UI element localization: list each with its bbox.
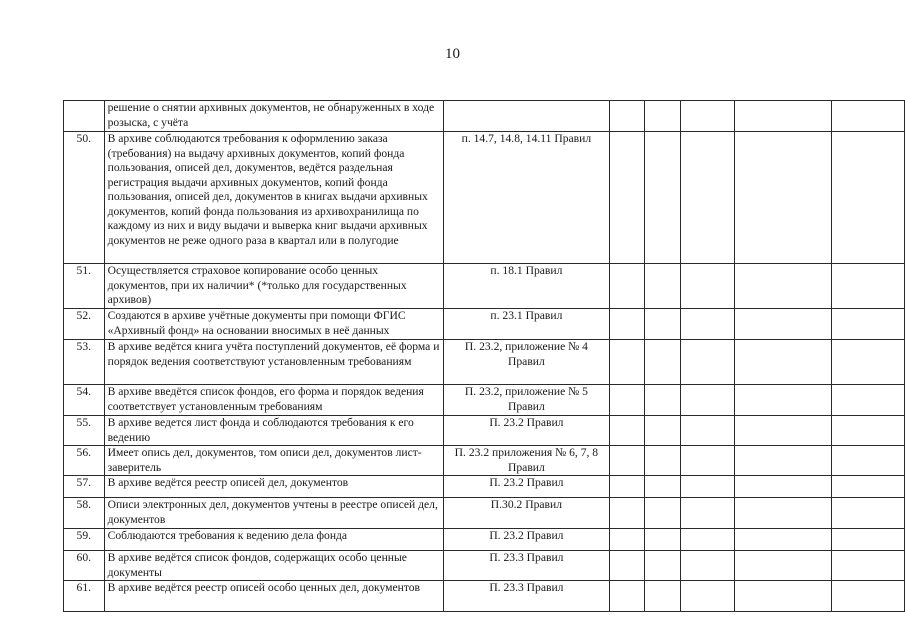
empty-cell <box>644 498 680 529</box>
empty-cell <box>609 264 644 309</box>
table-row <box>64 446 905 476</box>
table-row <box>64 476 905 498</box>
requirement-cell: Имеет опись дел, документов, том описи дел, документов лист-заверитель <box>104 446 443 476</box>
empty-cell <box>609 340 644 385</box>
empty-cell <box>680 498 735 529</box>
row-number: 55. <box>64 416 105 446</box>
reference-cell: П. 23.2 Правил <box>443 416 609 446</box>
table-row <box>64 529 905 551</box>
empty-cell <box>680 264 735 309</box>
empty-cell <box>735 385 832 416</box>
requirement-cell: В архиве ведётся книга учёта поступлений документов, её форма и порядок ведения соответствуют установленным требованиям <box>104 340 443 385</box>
table-row <box>64 264 905 309</box>
empty-cell <box>644 132 680 264</box>
table-row <box>64 132 905 264</box>
row-number: 59. <box>64 529 105 551</box>
empty-cell <box>644 101 680 132</box>
requirement-cell: В архиве ведётся реестр описей дел, документов <box>104 476 443 498</box>
empty-cell <box>644 581 680 612</box>
empty-cell <box>831 529 904 551</box>
empty-cell <box>735 416 832 446</box>
empty-cell <box>831 581 904 612</box>
empty-cell <box>735 309 832 340</box>
row-number: 52. <box>64 309 105 340</box>
reference-cell: п. 14.7, 14.8, 14.11 Правил <box>443 132 609 264</box>
table-row <box>64 309 905 340</box>
empty-cell <box>644 476 680 498</box>
requirement-cell: В архиве введётся список фондов, его форма и порядок ведения соответствует установленным требованиям <box>104 385 443 416</box>
empty-cell <box>609 309 644 340</box>
empty-cell <box>831 264 904 309</box>
empty-cell <box>609 101 644 132</box>
empty-cell <box>735 529 832 551</box>
empty-cell <box>831 446 904 476</box>
requirement-cell: В архиве соблюдаются требования к оформлению заказа (требования) на выдачу архивных документов, копий фонда пользования, описей дел, документов, ведётся раздельная регистрация выдачи архивных документов, копий фонда пользования, описей дел, документов в книгах выдачи архивных документов, копий фонда пользования из архивохранилища по каждому из них и виду выдачи и выверка книг выдачи архивных документов не реже одного раза в квартал или в полугодие <box>104 132 443 264</box>
empty-cell <box>735 498 832 529</box>
empty-cell <box>644 385 680 416</box>
requirement-cell: Описи электронных дел, документов учтены в реестре описей дел, документов <box>104 498 443 529</box>
empty-cell <box>644 264 680 309</box>
table-row <box>64 498 905 529</box>
table-row <box>64 385 905 416</box>
empty-cell <box>831 476 904 498</box>
row-number: 53. <box>64 340 105 385</box>
reference-cell <box>443 101 609 132</box>
row-number: 51. <box>64 264 105 309</box>
empty-cell <box>735 101 832 132</box>
row-number: 61. <box>64 581 105 612</box>
empty-cell <box>680 101 735 132</box>
empty-cell <box>735 264 832 309</box>
empty-cell <box>680 581 735 612</box>
requirement-cell: Соблюдаются требования к ведению дела фонда <box>104 529 443 551</box>
empty-cell <box>609 385 644 416</box>
row-number: 57. <box>64 476 105 498</box>
checklist-table <box>63 100 905 612</box>
empty-cell <box>680 529 735 551</box>
row-number <box>64 101 105 132</box>
reference-cell: П. 23.3 Правил <box>443 551 609 581</box>
reference-cell: П. 23.3 Правил <box>443 581 609 612</box>
row-number: 50. <box>64 132 105 264</box>
empty-cell <box>680 476 735 498</box>
row-number: 56. <box>64 446 105 476</box>
empty-cell <box>831 340 904 385</box>
reference-cell: П. 23.2 Правил <box>443 476 609 498</box>
row-number: 60. <box>64 551 105 581</box>
empty-cell <box>831 132 904 264</box>
empty-cell <box>735 476 832 498</box>
empty-cell <box>680 416 735 446</box>
reference-cell: П.30.2 Правил <box>443 498 609 529</box>
reference-cell: п. 23.1 Правил <box>443 309 609 340</box>
table-row <box>64 551 905 581</box>
empty-cell <box>644 309 680 340</box>
empty-cell <box>609 446 644 476</box>
reference-cell: п. 18.1 Правил <box>443 264 609 309</box>
empty-cell <box>609 551 644 581</box>
row-number: 54. <box>64 385 105 416</box>
empty-cell <box>680 385 735 416</box>
reference-cell: П. 23.2 приложения № 6, 7, 8 Правил <box>443 446 609 476</box>
row-number: 58. <box>64 498 105 529</box>
empty-cell <box>735 581 832 612</box>
empty-cell <box>831 551 904 581</box>
empty-cell <box>831 385 904 416</box>
table-row <box>64 101 905 132</box>
empty-cell <box>644 529 680 551</box>
requirement-cell: В архиве ведётся реестр описей особо ценных дел, документов <box>104 581 443 612</box>
requirement-cell: В архиве ведётся список фондов, содержащих особо ценные документы <box>104 551 443 581</box>
table-row <box>64 581 905 612</box>
empty-cell <box>735 551 832 581</box>
table-row <box>64 340 905 385</box>
empty-cell <box>680 340 735 385</box>
empty-cell <box>644 416 680 446</box>
table-row <box>64 416 905 446</box>
empty-cell <box>609 529 644 551</box>
empty-cell <box>644 446 680 476</box>
empty-cell <box>680 132 735 264</box>
requirement-cell: решение о снятии архивных документов, не обнаруженных в ходе розыска, с учёта <box>104 101 443 132</box>
empty-cell <box>644 340 680 385</box>
requirement-cell: Осуществляется страховое копирование особо ценных документов, при их наличии* (*только для государственных архивов) <box>104 264 443 309</box>
empty-cell <box>831 416 904 446</box>
empty-cell <box>735 132 832 264</box>
reference-cell: П. 23.2 Правил <box>443 529 609 551</box>
empty-cell <box>831 498 904 529</box>
empty-cell <box>609 416 644 446</box>
empty-cell <box>831 101 904 132</box>
empty-cell <box>680 309 735 340</box>
requirement-cell: Создаются в архиве учётные документы при помощи ФГИС «Архивный фонд» на основании вносимых в неё данных <box>104 309 443 340</box>
empty-cell <box>609 476 644 498</box>
empty-cell <box>644 551 680 581</box>
empty-cell <box>609 498 644 529</box>
empty-cell <box>680 446 735 476</box>
empty-cell <box>609 581 644 612</box>
reference-cell: П. 23.2, приложение № 4 Правил <box>443 340 609 385</box>
empty-cell <box>609 132 644 264</box>
page-number: 10 <box>445 46 460 62</box>
requirement-cell: В архиве ведется лист фонда и соблюдаются требования к его ведению <box>104 416 443 446</box>
empty-cell <box>831 309 904 340</box>
empty-cell <box>735 446 832 476</box>
reference-cell: П. 23.2, приложение № 5 Правил <box>443 385 609 416</box>
empty-cell <box>680 551 735 581</box>
empty-cell <box>735 340 832 385</box>
